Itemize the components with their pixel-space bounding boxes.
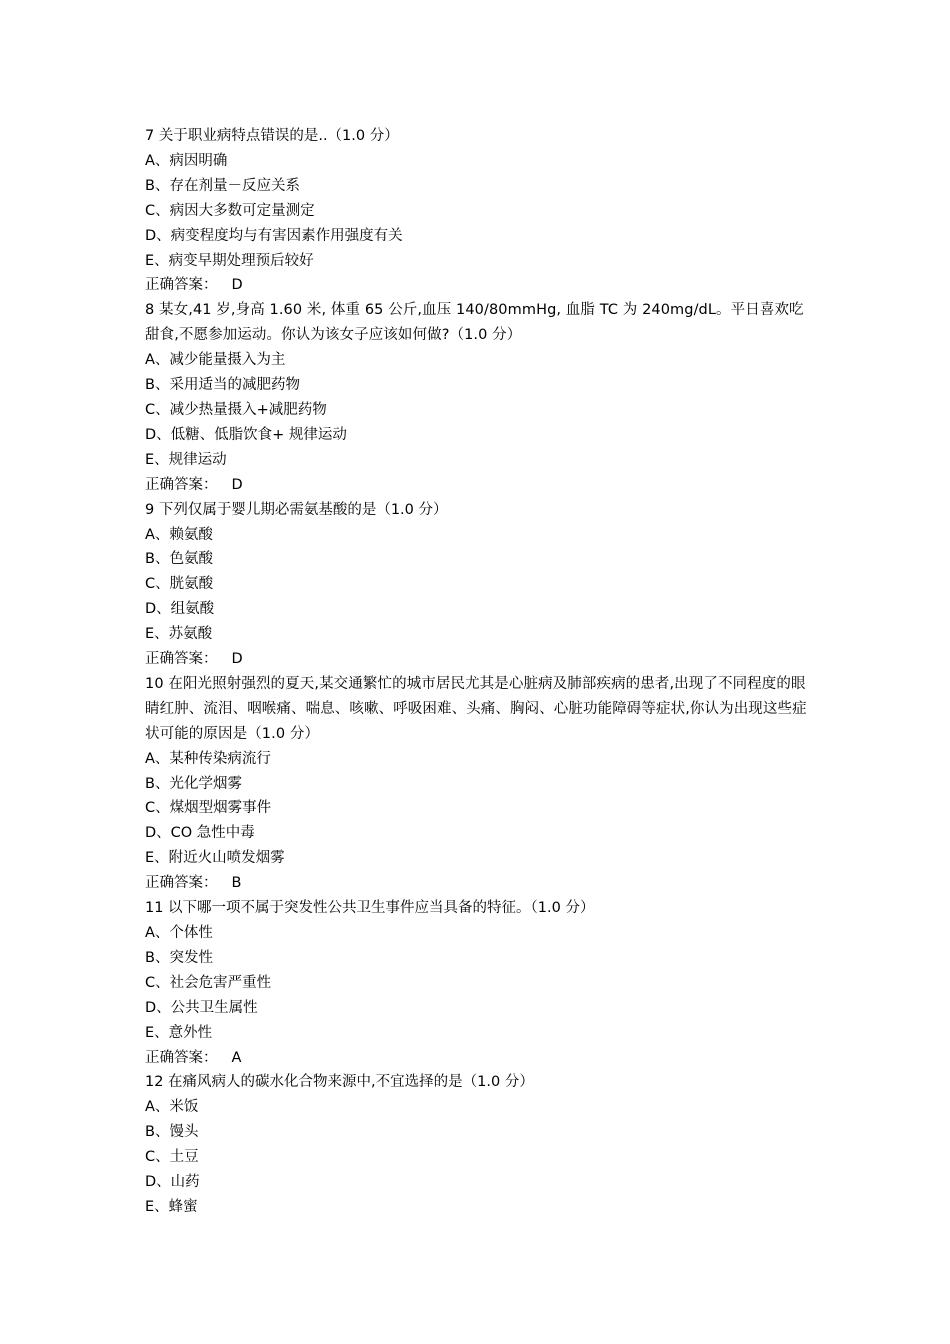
option-c: C、减少热量摄入+减肥药物: [145, 401, 327, 418]
option-a: A、个体性: [145, 925, 213, 941]
answer-value: B: [231, 875, 242, 892]
answer-value: D: [231, 651, 243, 668]
correct-answer: [145, 1046, 813, 1071]
option-a: A、减少能量摄入为主: [145, 352, 286, 369]
option-a: A、米饭: [145, 1099, 199, 1116]
answer-label: 正确答案：: [145, 651, 218, 668]
option-b: B、色氨酸: [145, 551, 213, 568]
correct-answer: [145, 647, 813, 672]
option-c: C、胱氨酸: [145, 576, 214, 593]
option-b: B、存在剂量－反应关系: [145, 177, 300, 194]
option-a: A、某种传染病流行: [145, 750, 271, 767]
question-stem: 12 在痛风病人的碳水化合物来源中,不宜选择的是（1.0 分）: [145, 1074, 534, 1091]
option-a: A、赖氨酸: [145, 526, 213, 543]
option-d: D、低糖、低脂饮食+ 规律运动: [145, 426, 347, 443]
answer-label: 正确答案：: [145, 476, 218, 493]
option-d: D、公共卫生属性: [145, 999, 258, 1016]
option-c: C、病因大多数可定量测定: [145, 202, 315, 219]
option-c: C、社会危害严重性: [145, 974, 272, 991]
option-d: D、CO 急性中毒: [145, 825, 255, 842]
option-b: B、突发性: [145, 949, 213, 966]
correct-answer: [145, 273, 813, 298]
question-11: [145, 896, 813, 1070]
question-stem: 9 下列仅属于婴儿期必需氨基酸的是（1.0 分）: [145, 501, 448, 518]
option-e: E、蜂蜜: [145, 1198, 198, 1215]
answer-value: D: [231, 277, 243, 294]
option-c: C、土豆: [145, 1149, 199, 1166]
question-list: [145, 124, 813, 1220]
answer-label: 正确答案：: [145, 875, 218, 892]
option-e: E、规律运动: [145, 451, 227, 468]
option-a: A、病因明确: [145, 152, 228, 169]
answer-label: 正确答案：: [145, 277, 218, 294]
option-d: D、山药: [145, 1174, 200, 1191]
option-c: C、煤烟型烟雾事件: [145, 800, 272, 817]
option-b: B、馒头: [145, 1124, 199, 1141]
option-e: E、意外性: [145, 1024, 213, 1041]
answer-value: D: [231, 476, 243, 493]
question-stem: 11 以下哪一项不属于突发性公共卫生事件应当具备的特征。（1.0 分）: [145, 900, 595, 917]
option-d: D、病变程度均与有害因素作用强度有关: [145, 227, 403, 244]
question-8: [145, 298, 813, 497]
option-e: E、附近火山喷发烟雾: [145, 850, 285, 867]
correct-answer: [145, 871, 813, 896]
answer-label: 正确答案：: [145, 1049, 218, 1066]
correct-answer: [145, 473, 813, 498]
question-12: [145, 1070, 813, 1219]
option-b: B、光化学烟雾: [145, 775, 242, 792]
option-b: B、采用适当的减肥药物: [145, 377, 300, 394]
option-e: E、病变早期处理预后较好: [145, 252, 314, 269]
question-stem: 8 某女,41 岁,身高 1.60 米, 体重 65 公斤,血压 140/80mmHg, 血脂 TC 为 240mg/dL。平日喜欢吃甜食,不愿参加运动。你认为该女子应该如何做?（1.0 分）: [145, 302, 804, 344]
answer-value: A: [231, 1049, 242, 1066]
option-e: E、苏氨酸: [145, 626, 213, 643]
question-9: [145, 498, 813, 672]
option-d: D、组氨酸: [145, 601, 215, 618]
question-10: [145, 672, 813, 896]
question-stem: 7 关于职业病特点错误的是..（1.0 分）: [145, 128, 399, 144]
question-7: [145, 124, 813, 298]
question-stem: 10 在阳光照射强烈的夏天,某交通繁忙的城市居民尤其是心脏病及肺部疾病的患者,出现了不同程度的眼睛红肿、流泪、咽喉痛、喘息、咳嗽、呼吸困难、头痛、胸闷、心脏功能障碍等症状,你认为出现这些症状可能的原因是（1.0 分）: [145, 675, 807, 742]
